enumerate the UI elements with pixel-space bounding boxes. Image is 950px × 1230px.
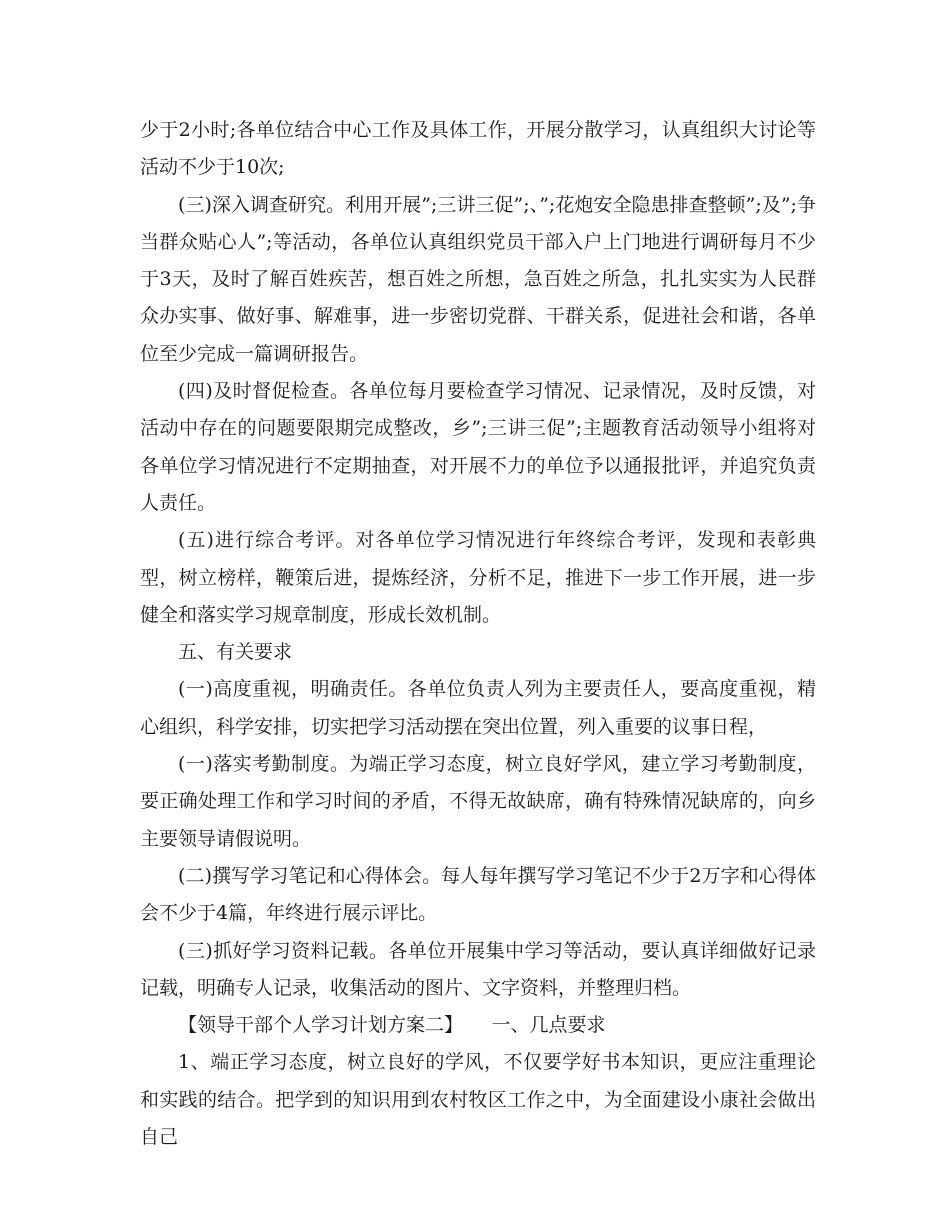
paragraph-6: (一)高度重视，明确责任。各单位负责人列为主要责任人，要高度重视，精心组织，科学安排，切实把学习活动摆在突出位置，列入重要的议事日程， [140, 678, 816, 738]
paragraph-3: (四)及时督促检查。各单位每月要检查学习情况、记录情况，及时反馈，对活动中存在的问题要限期完成整改，乡”;三讲三促”;主题教育活动领导小组将对各单位学习情况进行不定期抽查，对开展不力的单位予以通报批评，并追究负责人责任。 [140, 380, 816, 514]
section-heading-requirements: 五、有关要求 [178, 641, 293, 664]
plan-two-heading: 【领导干部个人学习计划方案二】 一、几点要求 [178, 1014, 606, 1037]
paragraph-9: (三)抓好学习资料记载。各单位开展集中学习等活动，要认真详细做好记录记载，明确专人记录，收集活动的图片、文字资料，并整理归档。 [140, 939, 816, 999]
paragraph-8: (二)撰写学习笔记和心得体会。每人每年撰写学习笔记不少于2万字和心得体会不少于4篇，年终进行展示评比。 [140, 864, 816, 925]
paragraph-2: (三)深入调查研究。利用开展”;三讲三促”;、”;花炮安全隐患排查整顿”;及”;争当群众贴心人”;等活动，各单位认真组织党员干部入户上门地进行调研每月不少于3天，及时了解百姓疾苦，想百姓之所想，急百姓之所急，扎扎实实为人民群众办实事、做好事、解难事，进一步密切党群、干群关系，促进社会和谐，各单位至少完成一篇调研报告。 [140, 193, 816, 365]
paragraph-4: (五)进行综合考评。对各单位学习情况进行年终综合考评，发现和表彰典型，树立榜样，鞭策后进，提炼经济，分析不足，推进下一步工作开展，进一步健全和落实学习规章制度，形成长效机制。 [140, 529, 816, 626]
paragraph-7: (一)落实考勤制度。为端正学习态度，树立良好学风，建立学习考勤制度，要正确处理工作和学习时间的矛盾，不得无故缺席，确有特殊情况缺席的，向乡主要领导请假说明。 [140, 753, 816, 850]
paragraph-11: 1、端正学习态度，树立良好的学风，不仅要学好书本知识，更应注重理论和实践的结合。把学到的知识用到农村牧区工作之中，为全面建设小康社会做出自己 [140, 1051, 816, 1149]
paragraph-1: 少于2小时;各单位结合中心工作及具体工作，开展分散学习，认真组织大讨论等活动不少于10次; [140, 119, 816, 179]
document-page [140, 112, 816, 1156]
